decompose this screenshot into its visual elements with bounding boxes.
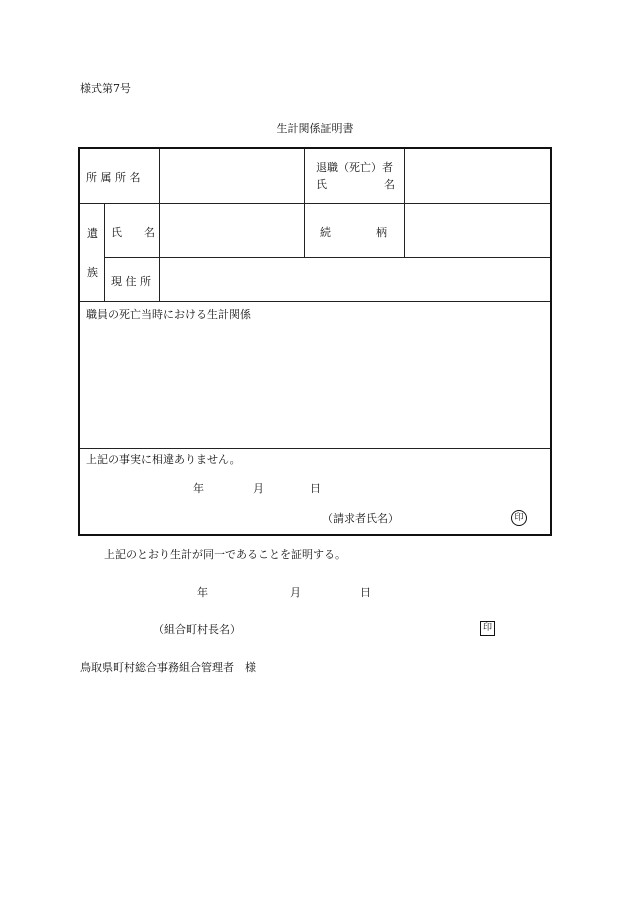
livelihood-field[interactable]: [81, 321, 549, 446]
row-divider: [80, 448, 550, 449]
retiree-label-line2-a: 氏: [316, 178, 327, 191]
date-month-label: 月: [253, 482, 264, 495]
address-field[interactable]: [160, 258, 549, 300]
cert-date-day-label: 日: [360, 586, 371, 599]
name-label-b: 名: [144, 226, 155, 239]
retiree-name-field[interactable]: [405, 150, 549, 202]
statement-text: 上記の事実に相違ありません。: [86, 453, 241, 466]
col-divider: [104, 203, 105, 301]
document-title: 生計関係証明書: [276, 122, 354, 135]
name-label-a: 氏: [111, 226, 122, 239]
address-label: 現 住 所: [111, 275, 151, 288]
mayor-label: （組合町村長名）: [153, 623, 241, 636]
affiliation-field[interactable]: [160, 150, 303, 202]
requester-label: （請求者氏名）: [322, 512, 399, 525]
col-divider: [304, 149, 305, 257]
bereaved-name-field[interactable]: [160, 204, 303, 256]
certificate-table: [78, 147, 552, 536]
affiliation-label: 所 属 所 名: [86, 171, 141, 184]
relationship-label-b: 柄: [376, 226, 387, 239]
addressee: 鳥取県町村総合事務組合管理者 様: [80, 661, 256, 674]
bereaved-label-a: 遺: [87, 227, 98, 240]
date-day-label: 日: [310, 482, 321, 495]
seal-square-icon: 印: [480, 621, 495, 636]
relationship-field[interactable]: [405, 204, 549, 256]
certification-statement: 上記のとおり生計が同一であることを証明する。: [104, 548, 346, 561]
cert-date-year-label: 年: [197, 586, 208, 599]
bereaved-label-b: 族: [87, 266, 98, 279]
cert-date-month-label: 月: [290, 586, 301, 599]
seal-circle-icon: 印: [511, 510, 527, 526]
livelihood-label: 職員の死亡当時における生計関係: [86, 308, 251, 321]
date-year-label: 年: [193, 482, 204, 495]
retiree-label-line2-b: 名: [384, 178, 395, 191]
row-divider: [80, 301, 550, 302]
relationship-label-a: 続: [320, 226, 331, 239]
retiree-label-line1: 退職（死亡）者: [316, 161, 393, 174]
form-number: 様式第7号: [80, 82, 131, 95]
